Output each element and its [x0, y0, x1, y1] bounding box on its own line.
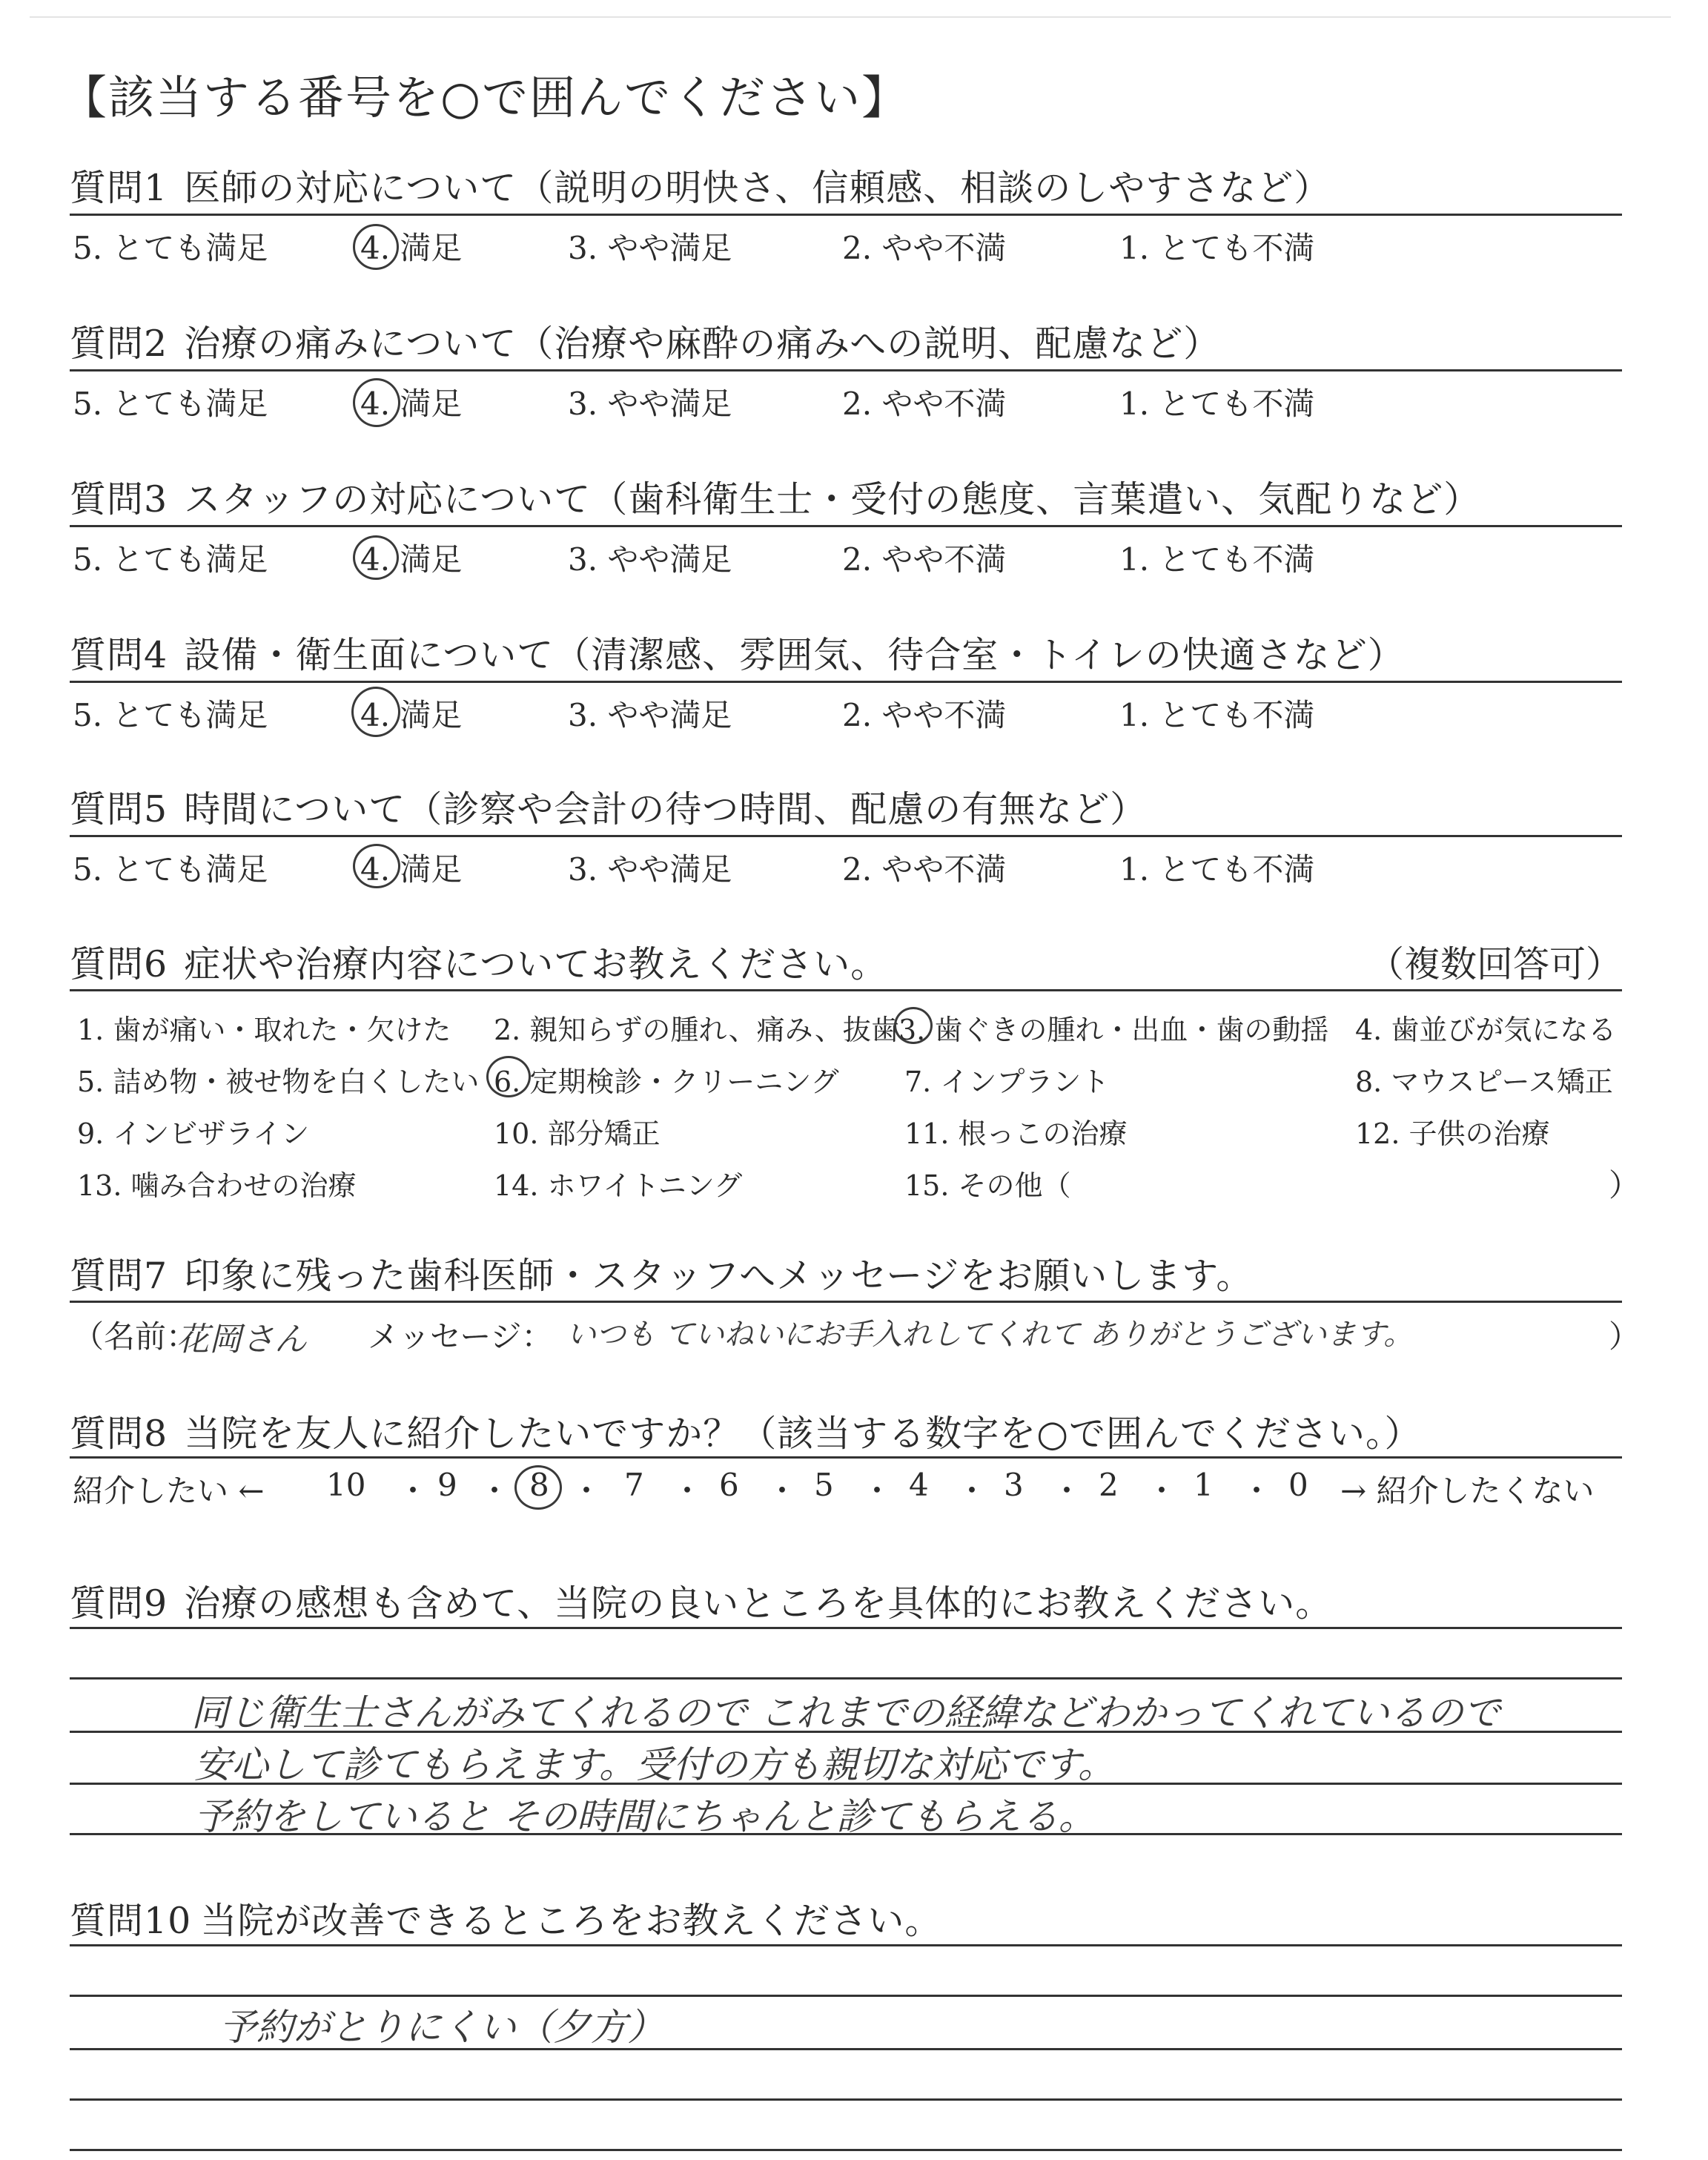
scale-separator: ・: [479, 1473, 511, 1509]
symptom-option-3[interactable]: 3. 歯ぐきの腫れ・出血・歯の動揺: [898, 1014, 1329, 1046]
question-number: 質問2: [70, 323, 168, 365]
selection-circle: [486, 1056, 531, 1097]
selection-circle: [894, 1007, 933, 1044]
scale-10[interactable]: 10: [326, 1467, 366, 1503]
question-title: [70, 159, 1331, 211]
question-title: [70, 1575, 1332, 1627]
selection-circle: [353, 844, 400, 888]
message-label: メッセージ：: [368, 1318, 553, 1355]
scale-5[interactable]: 5: [814, 1467, 834, 1503]
question-text: 当院を友人に紹介したいですか？（該当する数字を○で囲んでください。）: [184, 1413, 1422, 1455]
option-5[interactable]: 5. とても満足: [73, 230, 268, 266]
option-4[interactable]: 4. 満足: [360, 697, 463, 733]
question-text: 医師の対応について（説明の明快さ、信頼感、相談のしやすさなど）: [184, 167, 1331, 209]
answer-text-line-1[interactable]: 予約がとりにくい（夕方）: [219, 2006, 664, 2049]
question-rule: [70, 989, 1622, 991]
symptom-option-13[interactable]: 13. 噛み合わせの治療: [77, 1169, 357, 1202]
question-number: 質問6: [70, 943, 168, 985]
question-text: 治療の感想も含めて、当院の良いところを具体的にお教えください。: [184, 1582, 1333, 1625]
top-border: [30, 16, 1671, 18]
name-value[interactable]: 花岡さん: [176, 1321, 307, 1358]
symptom-option-14[interactable]: 14. ホワイトニング: [494, 1169, 743, 1202]
selection-circle: [353, 535, 399, 580]
scale-separator: ・: [1051, 1473, 1083, 1509]
question-title: [70, 781, 1147, 833]
option-1[interactable]: 1. とても不満: [1119, 541, 1315, 578]
scale-8[interactable]: 8: [529, 1467, 549, 1503]
question-text: 当院が改善できるところをお教えください。: [200, 1900, 942, 1942]
message-value[interactable]: いつも ていねいにお手入れしてくれて ありがとうございます。: [566, 1318, 1414, 1352]
question-number: 質問4: [70, 634, 168, 676]
question-rule: [70, 1301, 1622, 1303]
question-text: スタッフの対応について（歯科衛生士・受付の態度、言葉遣い、気配りなど）: [184, 478, 1481, 521]
answer-line: [70, 1677, 1622, 1680]
question-rule: [70, 835, 1622, 837]
option-2[interactable]: 2. やや不満: [842, 851, 1007, 888]
symptom-option-9[interactable]: 9. インビザライン: [77, 1117, 310, 1150]
scale-6[interactable]: 6: [719, 1467, 739, 1503]
question-title: [70, 471, 1480, 523]
scale-separator: ・: [1146, 1473, 1178, 1509]
symptom-option-8[interactable]: 8. マウスピース矯正: [1355, 1066, 1613, 1098]
scale-2[interactable]: 2: [1099, 1467, 1119, 1503]
question-text: 治療の痛みについて（治療や麻酔の痛みへの説明、配慮など）: [184, 323, 1221, 365]
question-number: 質問3: [70, 478, 168, 521]
option-4[interactable]: 4. 満足: [360, 541, 463, 578]
question-number: 質問7: [70, 1255, 168, 1297]
option-1[interactable]: 1. とても不満: [1119, 851, 1315, 888]
question-number: 質問5: [70, 788, 168, 830]
option-1[interactable]: 1. とても不満: [1119, 386, 1315, 422]
option-3[interactable]: 3. やや満足: [568, 697, 732, 733]
multiple-answers-note: （複数回答可）: [1367, 943, 1622, 985]
option-3[interactable]: 3. やや満足: [568, 541, 732, 578]
question-title: [70, 627, 1405, 678]
option-2[interactable]: 2. やや不満: [842, 541, 1007, 578]
scale-separator: ・: [956, 1473, 988, 1509]
scale-separator: ・: [672, 1473, 704, 1509]
symptom-option-2[interactable]: 2. 親知らずの腫れ、痛み、抜歯: [494, 1014, 899, 1046]
option-2[interactable]: 2. やや不満: [842, 230, 1007, 266]
scale-separator: ・: [397, 1473, 429, 1509]
answer-line: [70, 1995, 1622, 1997]
symptom-option-1[interactable]: 1. 歯が痛い・取れた・欠けた: [77, 1014, 451, 1046]
scale-9[interactable]: 9: [437, 1467, 457, 1503]
symptom-option-15[interactable]: 15. その他（: [904, 1169, 1071, 1202]
option-4[interactable]: 4. 満足: [360, 386, 463, 422]
option-5[interactable]: 5. とても満足: [73, 851, 268, 888]
symptom-option-6[interactable]: 6. 定期検診・クリーニング: [494, 1066, 839, 1098]
page-heading: 【該当する番号を○で囲んでください】: [61, 70, 910, 125]
option-5[interactable]: 5. とても満足: [73, 386, 268, 422]
question-number: 質問9: [70, 1582, 168, 1625]
option-4[interactable]: 4. 満足: [360, 230, 463, 266]
question-text: 設備・衛生面について（清潔感、雰囲気、待合室・トイレの快適さなど）: [184, 634, 1405, 676]
question-title: [70, 1247, 1253, 1299]
selection-circle: [353, 378, 400, 427]
selection-circle: [351, 687, 400, 737]
symptom-option-10[interactable]: 10. 部分矯正: [494, 1117, 661, 1150]
question-number: 質問10: [70, 1900, 192, 1942]
question-rule: [70, 525, 1622, 527]
recommend-right-label: → 紹介したくない: [1340, 1473, 1595, 1509]
symptom-option-12[interactable]: 12. 子供の治療: [1355, 1117, 1550, 1150]
scale-separator: ・: [1241, 1473, 1273, 1509]
answer-line: [70, 2149, 1622, 2151]
option-3[interactable]: 3. やや満足: [568, 230, 732, 266]
answer-text-line-2[interactable]: 安心して診てもらえます。受付の方も親切な対応です。: [194, 1743, 1115, 1786]
symptom-option-7[interactable]: 7. インプラント: [904, 1066, 1110, 1098]
close-paren: ）: [1609, 1318, 1641, 1355]
option-5[interactable]: 5. とても満足: [73, 697, 268, 733]
answer-line: [70, 1627, 1622, 1629]
symptom-option-4[interactable]: 4. 歯並びが気になる: [1355, 1014, 1617, 1046]
option-3[interactable]: 3. やや満足: [568, 851, 732, 888]
question-rule: [70, 681, 1622, 683]
selection-circle: [514, 1465, 562, 1510]
answer-line: [70, 1944, 1622, 1946]
answer-text-line-3[interactable]: 予約をしていると その時間にちゃんと診てもらえる。: [194, 1795, 1096, 1838]
question-number: 質問1: [70, 167, 168, 209]
scale-4[interactable]: 4: [909, 1467, 929, 1503]
option-3[interactable]: 3. やや満足: [568, 386, 732, 422]
scale-separator: ・: [861, 1473, 893, 1509]
answer-text-line-1[interactable]: 同じ衛生士さんがみてくれるので これまでの経緯などわかってくれているので: [191, 1691, 1500, 1734]
question-text: 症状や治療内容についてお教えください。: [184, 943, 888, 985]
recommend-left-label: 紹介したい ←: [73, 1473, 265, 1509]
question-title: [70, 936, 887, 988]
symptom-option-5[interactable]: 5. 詰め物・被せ物を白くしたい: [77, 1066, 480, 1098]
scale-3[interactable]: 3: [1004, 1467, 1024, 1503]
question-rule: [70, 214, 1622, 216]
question-title: [70, 315, 1220, 367]
answer-line: [70, 2098, 1622, 2101]
option-5[interactable]: 5. とても満足: [73, 541, 268, 578]
question-title: [70, 1405, 1421, 1457]
scale-0[interactable]: 0: [1288, 1467, 1308, 1503]
scale-separator: ・: [767, 1473, 798, 1509]
scale-1[interactable]: 1: [1194, 1467, 1214, 1503]
close-paren: ）: [1609, 1167, 1641, 1203]
selection-circle: [353, 224, 399, 270]
question-rule: [70, 369, 1622, 371]
name-label: （名前：: [73, 1318, 198, 1355]
scale-7[interactable]: 7: [624, 1467, 644, 1503]
option-1[interactable]: 1. とても不満: [1119, 230, 1315, 266]
question-rule: [70, 1456, 1622, 1459]
question-number: 質問8: [70, 1413, 168, 1455]
option-1[interactable]: 1. とても不満: [1119, 697, 1315, 733]
question-text: 時間について（診察や会計の待つ時間、配慮の有無など）: [184, 788, 1148, 830]
option-2[interactable]: 2. やや不満: [842, 386, 1007, 422]
symptom-option-11[interactable]: 11. 根っこの治療: [904, 1117, 1128, 1150]
question-text: 印象に残った歯科医師・スタッフへメッセージをお願いします。: [184, 1255, 1254, 1297]
option-2[interactable]: 2. やや不満: [842, 697, 1007, 733]
scale-separator: ・: [571, 1473, 603, 1509]
option-4[interactable]: 4. 満足: [360, 851, 463, 888]
question-title: [70, 1892, 941, 1944]
